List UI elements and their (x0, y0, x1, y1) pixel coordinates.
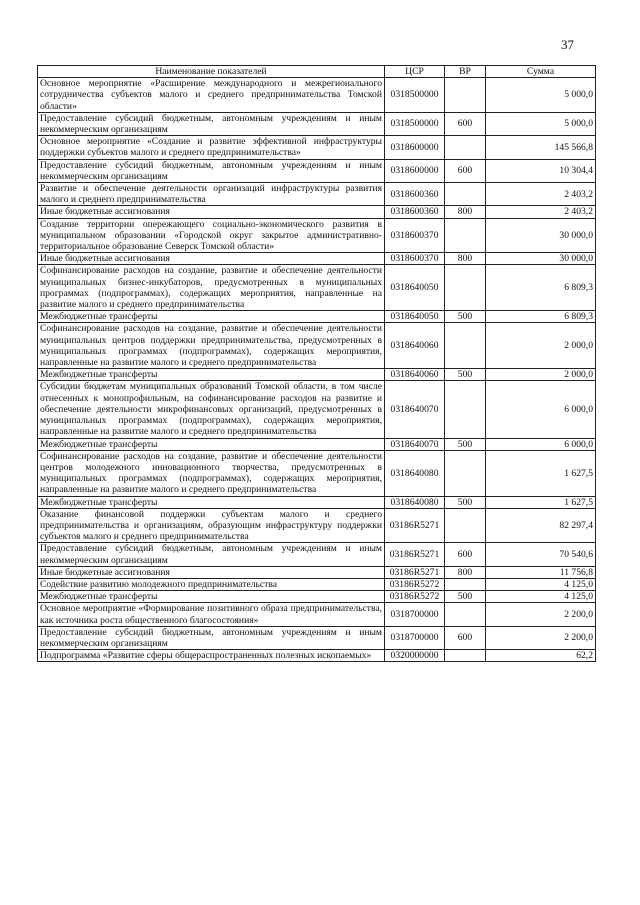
row-name: Межбюджетные трансферты (38, 591, 385, 603)
row-name: Предоставление субсидий бюджетным, автономным учреждениям и иным некоммерческим организациям (38, 626, 385, 649)
row-vr: 600 (445, 112, 486, 135)
row-vr: 800 (445, 253, 486, 265)
row-name: Развитие и обеспечение деятельности организаций инфраструктуры развития малого и среднего предпринимательства (38, 183, 385, 206)
row-name: Межбюджетные трансферты (38, 311, 385, 323)
table-row (38, 450, 596, 496)
table-row (38, 206, 596, 218)
table-row (38, 591, 596, 603)
row-name: Основное мероприятие «Формирование позитивного образа предпринимательства, как источника роста общественного благосостояния» (38, 603, 385, 626)
row-sum: 10 304,4 (486, 159, 596, 182)
row-vr (445, 265, 486, 311)
row-vr (445, 323, 486, 369)
row-name: Софинансирование расходов на создание, развитие и обеспечение деятельности центров молодежного инновационного творчества, предусмотренных в муниципальных программах (подпрограммах), содержащих мероприятия, направленные на развитие малого и среднего предпринимательства (38, 450, 385, 496)
row-sum: 4 125,0 (486, 591, 596, 603)
row-vr (445, 136, 486, 159)
row-vr (445, 650, 486, 662)
row-csr: 0318600370 (385, 218, 445, 253)
row-name: Межбюджетные трансферты (38, 369, 385, 381)
row-csr: 0318500000 (385, 78, 445, 113)
page-number: 37 (561, 37, 574, 52)
row-vr: 800 (445, 566, 486, 578)
budget-table (37, 65, 596, 662)
row-vr (445, 578, 486, 590)
row-sum: 1 627,5 (486, 496, 596, 508)
table-row (38, 323, 596, 369)
row-vr (445, 450, 486, 496)
row-csr: 03186R5272 (385, 578, 445, 590)
table-row (38, 508, 596, 543)
row-vr (445, 508, 486, 543)
row-sum: 30 000,0 (486, 253, 596, 265)
row-vr (445, 381, 486, 438)
row-csr: 0318640060 (385, 369, 445, 381)
row-sum: 62,2 (486, 650, 596, 662)
row-sum: 2 000,0 (486, 323, 596, 369)
row-sum: 2 403,2 (486, 183, 596, 206)
row-name: Создание территории опережающего социально-экономического развития в муниципальном образовании «Городской округ закрытое административно-территориальное образование Северск Томской области» (38, 218, 385, 253)
row-name: Основное мероприятие «Создание и развитие эффективной инфраструктуры поддержки субъектов малого и среднего предпринимательства» (38, 136, 385, 159)
row-name: Предоставление субсидий бюджетным, автономным учреждениям и иным некоммерческим организациям (38, 159, 385, 182)
row-csr: 0318600370 (385, 253, 445, 265)
row-name: Иные бюджетные ассигнования (38, 206, 385, 218)
row-csr: 03186R5271 (385, 543, 445, 566)
table-row (38, 603, 596, 626)
row-vr (445, 183, 486, 206)
table-row (38, 496, 596, 508)
row-csr: 0318700000 (385, 626, 445, 649)
row-sum: 6 000,0 (486, 381, 596, 438)
row-sum: 11 756,8 (486, 566, 596, 578)
row-csr: 0318640080 (385, 450, 445, 496)
row-csr: 0318640070 (385, 381, 445, 438)
row-name: Софинансирование расходов на создание, развитие и обеспечение деятельности муниципальных центров поддержки предпринимательства, предусмотренных в муниципальных программах (подпрограммах), содержащих мероприятия, направленные на развитие малого и среднего предпринимательства (38, 323, 385, 369)
row-vr: 500 (445, 496, 486, 508)
table-row (38, 438, 596, 450)
row-name: Субсидии бюджетам муниципальных образований Томской области, в том числе отнесенных к монопрофильным, на софинансирование расходов на развитие и обеспечение деятельности микрофинансовых организаций, предусмотренных в муниципальных программах (подпрограммах), содержащих мероприятия, направленные на развитие малого и среднего предпринимательства (38, 381, 385, 438)
table-row (38, 253, 596, 265)
row-csr: 0320000000 (385, 650, 445, 662)
row-name: Иные бюджетные ассигнования (38, 253, 385, 265)
row-csr: 0318640070 (385, 438, 445, 450)
row-sum: 30 000,0 (486, 218, 596, 253)
row-vr: 500 (445, 311, 486, 323)
row-name: Оказание финансовой поддержки субъектам малого и среднего предпринимательства и организациям, образующим инфраструктуру поддержки субъектов малого и среднего предпринимательства (38, 508, 385, 543)
row-csr: 0318600000 (385, 159, 445, 182)
table-row (38, 369, 596, 381)
header-vr: ВР (445, 66, 486, 78)
row-sum: 145 566,8 (486, 136, 596, 159)
table-row (38, 381, 596, 438)
row-csr: 0318600360 (385, 183, 445, 206)
row-csr: 0318640080 (385, 496, 445, 508)
row-sum: 4 125,0 (486, 578, 596, 590)
table-row (38, 183, 596, 206)
table-row (38, 578, 596, 590)
row-csr: 0318600360 (385, 206, 445, 218)
row-csr: 0318600000 (385, 136, 445, 159)
table-row (38, 136, 596, 159)
table-row (38, 159, 596, 182)
row-csr: 03186R5271 (385, 566, 445, 578)
row-vr: 500 (445, 591, 486, 603)
row-vr: 600 (445, 626, 486, 649)
table-row (38, 566, 596, 578)
row-csr: 0318500000 (385, 112, 445, 135)
table-row (38, 543, 596, 566)
row-name: Софинансирование расходов на создание, развитие и обеспечение деятельности муниципальных бизнес-инкубаторов, предусмотренных в муниципальных программах (подпрограммах), содержащих мероприятия, направленные на развитие малого и среднего предпринимательства (38, 265, 385, 311)
row-csr: 0318640050 (385, 311, 445, 323)
row-sum: 6 809,3 (486, 265, 596, 311)
row-csr: 0318640050 (385, 265, 445, 311)
table-row (38, 650, 596, 662)
row-sum: 5 000,0 (486, 78, 596, 113)
table-row (38, 265, 596, 311)
row-name: Иные бюджетные ассигнования (38, 566, 385, 578)
row-sum: 2 403,2 (486, 206, 596, 218)
row-vr: 500 (445, 438, 486, 450)
row-name: Межбюджетные трансферты (38, 496, 385, 508)
row-csr: 0318640060 (385, 323, 445, 369)
row-sum: 2 000,0 (486, 369, 596, 381)
row-sum: 2 200,0 (486, 626, 596, 649)
row-csr: 03186R5272 (385, 591, 445, 603)
header-sum: Сумма (486, 66, 596, 78)
row-vr (445, 603, 486, 626)
row-vr: 500 (445, 369, 486, 381)
row-name: Содействие развитию молодежного предпринимательства (38, 578, 385, 590)
row-vr: 800 (445, 206, 486, 218)
row-sum: 2 200,0 (486, 603, 596, 626)
row-csr: 03186R5271 (385, 508, 445, 543)
table-row (38, 112, 596, 135)
table-row (38, 626, 596, 649)
table-header-row (38, 66, 596, 78)
row-csr: 0318700000 (385, 603, 445, 626)
row-sum: 82 297,4 (486, 508, 596, 543)
table-row (38, 218, 596, 253)
row-name: Основное мероприятие «Расширение международного и межрегионального сотрудничества субъектов малого и среднего предпринимательства Томской области» (38, 78, 385, 113)
row-sum: 70 540,6 (486, 543, 596, 566)
row-sum: 6 809,3 (486, 311, 596, 323)
table-row (38, 311, 596, 323)
row-vr (445, 78, 486, 113)
row-name: Межбюджетные трансферты (38, 438, 385, 450)
row-name: Подпрограмма «Развитие сферы общераспространенных полезных ископаемых» (38, 650, 385, 662)
row-name: Предоставление субсидий бюджетным, автономным учреждениям и иным некоммерческим организациям (38, 543, 385, 566)
row-sum: 1 627,5 (486, 450, 596, 496)
row-sum: 5 000,0 (486, 112, 596, 135)
row-name: Предоставление субсидий бюджетным, автономным учреждениям и иным некоммерческим организациям (38, 112, 385, 135)
header-name: Наименование показателей (38, 66, 385, 78)
row-vr: 600 (445, 543, 486, 566)
row-vr: 600 (445, 159, 486, 182)
row-vr (445, 218, 486, 253)
table-row (38, 78, 596, 113)
row-sum: 6 000,0 (486, 438, 596, 450)
header-csr: ЦСР (385, 66, 445, 78)
